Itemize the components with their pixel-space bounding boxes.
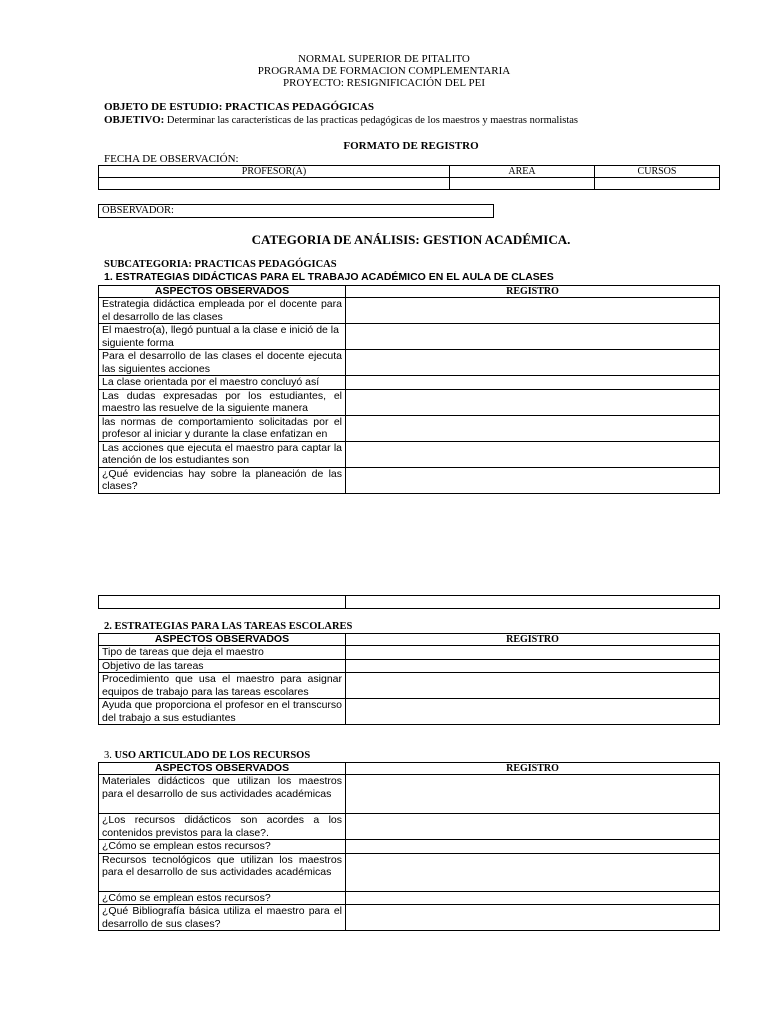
registro-cell[interactable] — [346, 853, 720, 891]
objetivo-text: Determinar las características de las practicas pedagógicas de los maestros y maestras normalistas — [164, 115, 579, 126]
aspect-label: ¿Cómo se emplean estos recursos? — [99, 840, 346, 854]
registro-cell[interactable] — [346, 646, 720, 660]
table-row — [99, 840, 720, 854]
table-row — [99, 596, 720, 609]
objetivo-label: OBJETIVO: — [104, 114, 165, 126]
aspect-label: Ayuda que proporciona el profesor en el transcurso del trabajo a sus estudiantes — [99, 699, 346, 725]
registro-cell[interactable] — [346, 891, 720, 905]
aspect-label: Recursos tecnológicos que utilizan los maestros para el desarrollo de sus actividades académicas — [99, 853, 346, 891]
registro-cell[interactable] — [346, 350, 720, 376]
profesor-header: PROFESOR(A) — [99, 166, 450, 178]
aspectos-header: ASPECTOS OBSERVADOS — [99, 634, 346, 646]
header-line-3: PROYECTO: RESIGNIFICACIÓN DEL PEI — [283, 77, 485, 89]
aspect-label: Para el desarrollo de las clases el docente ejecuta las siguientes acciones — [99, 350, 346, 376]
table-row — [99, 891, 720, 905]
section2-title: 2. ESTRATEGIAS PARA LAS TAREAS ESCOLARES — [104, 621, 353, 632]
table-row — [99, 659, 720, 673]
registro-cell[interactable] — [346, 840, 720, 854]
info-header-row — [99, 166, 720, 178]
section2-table — [98, 633, 720, 725]
aspectos-header: ASPECTOS OBSERVADOS — [99, 763, 346, 775]
section1-table — [98, 285, 720, 494]
registro-cell[interactable] — [346, 905, 720, 931]
section3-header-row — [99, 763, 720, 775]
registro-header: REGISTRO — [346, 634, 720, 646]
section3-number: 3. — [104, 750, 115, 761]
registro-cell[interactable] — [346, 324, 720, 350]
table-row — [99, 905, 720, 931]
table-row — [99, 673, 720, 699]
aspect-label: Objetivo de las tareas — [99, 659, 346, 673]
subcategoria-title: SUBCATEGORIA: PRACTICAS PEDAGÓGICAS — [104, 259, 337, 270]
categoria-title: CATEGORIA DE ANÁLISIS: GESTION ACADÉMICA. — [251, 232, 571, 247]
aspect-label: La clase orientada por el maestro concluyó así — [99, 376, 346, 390]
registro-cell[interactable] — [346, 441, 720, 467]
header-line-2: PROGRAMA DE FORMACION COMPLEMENTARIA — [257, 65, 511, 77]
section1-title: 1. ESTRATEGIAS DIDÁCTICAS PARA EL TRABAJO ACADÉMICO EN EL AULA DE CLASES — [104, 271, 554, 283]
registro-cell[interactable] — [346, 814, 720, 840]
table-row — [99, 853, 720, 891]
table-row — [99, 775, 720, 814]
objeto-de-estudio: OBJETO DE ESTUDIO: PRACTICAS PEDAGÓGICAS — [104, 101, 374, 113]
registro-cell[interactable] — [346, 389, 720, 415]
aspect-label: Las acciones que ejecuta el maestro para captar la atención de los estudiantes son — [99, 441, 346, 467]
area-cell[interactable] — [450, 178, 595, 190]
aspect-cell[interactable] — [99, 596, 346, 609]
teacher-info-table — [98, 165, 720, 190]
table-row — [99, 376, 720, 390]
aspect-label: las normas de comportamiento solicitadas por el profesor al iniciar y durante la clase enfatizan en — [99, 415, 346, 441]
table-row — [99, 699, 720, 725]
table-row — [99, 441, 720, 467]
aspect-label: ¿Qué evidencias hay sobre la planeación de las clases? — [99, 467, 346, 493]
registro-cell[interactable] — [346, 415, 720, 441]
section1-header-row — [99, 286, 720, 298]
section3-title — [104, 750, 310, 762]
table-row — [99, 298, 720, 324]
aspect-label: Las dudas expresadas por los estudiantes, el maestro las resuelve de la siguiente manera — [99, 389, 346, 415]
table-row — [99, 350, 720, 376]
aspect-label: Tipo de tareas que deja el maestro — [99, 646, 346, 660]
fecha-label: FECHA DE OBSERVACIÓN: — [104, 153, 239, 165]
registro-cell[interactable] — [346, 467, 720, 493]
aspect-label: ¿Los recursos didácticos son acordes a los contenidos previstos para la clase?. — [99, 814, 346, 840]
cursos-cell[interactable] — [595, 178, 720, 190]
header-line-1: NORMAL SUPERIOR DE PITALITO — [298, 53, 470, 65]
table-row — [99, 389, 720, 415]
registro-header: REGISTRO — [346, 763, 720, 775]
section1-continuation-table — [98, 595, 720, 609]
area-header: AREA — [450, 166, 595, 178]
aspect-label: Materiales didácticos que utilizan los maestros para el desarrollo de sus actividades académicas — [99, 775, 346, 814]
registro-cell[interactable] — [346, 673, 720, 699]
section3-title-text: USO ARTICULADO DE LOS RECURSOS — [114, 750, 311, 761]
registro-cell[interactable] — [346, 298, 720, 324]
table-row — [99, 324, 720, 350]
observador-field[interactable]: OBSERVADOR: — [98, 204, 494, 218]
registro-cell[interactable] — [346, 699, 720, 725]
aspect-label: El maestro(a), llegó puntual a la clase e inició de la siguiente forma — [99, 324, 346, 350]
registro-cell[interactable] — [346, 376, 720, 390]
section2-header-row — [99, 634, 720, 646]
registro-cell[interactable] — [346, 775, 720, 814]
profesor-cell[interactable] — [99, 178, 450, 190]
aspect-label: Procedimiento que usa el maestro para asignar equipos de trabajo para las tareas escolares — [99, 673, 346, 699]
formato-title: FORMATO DE REGISTRO — [343, 140, 479, 152]
objetivo — [104, 114, 578, 127]
table-row — [99, 467, 720, 493]
table-row — [99, 646, 720, 660]
registro-cell[interactable] — [346, 596, 720, 609]
aspect-label: ¿Cómo se emplean estos recursos? — [99, 891, 346, 905]
registro-header: REGISTRO — [346, 286, 720, 298]
cursos-header: CURSOS — [595, 166, 720, 178]
aspect-label: ¿Qué Bibliografía básica utiliza el maestro para el desarrollo de sus clases? — [99, 905, 346, 931]
table-row — [99, 415, 720, 441]
aspectos-header: ASPECTOS OBSERVADOS — [99, 286, 346, 298]
table-row — [99, 814, 720, 840]
aspect-label: Estrategia didáctica empleada por el docente para el desarrollo de las clases — [99, 298, 346, 324]
info-value-row — [99, 178, 720, 190]
section3-table — [98, 762, 720, 931]
registro-cell[interactable] — [346, 659, 720, 673]
